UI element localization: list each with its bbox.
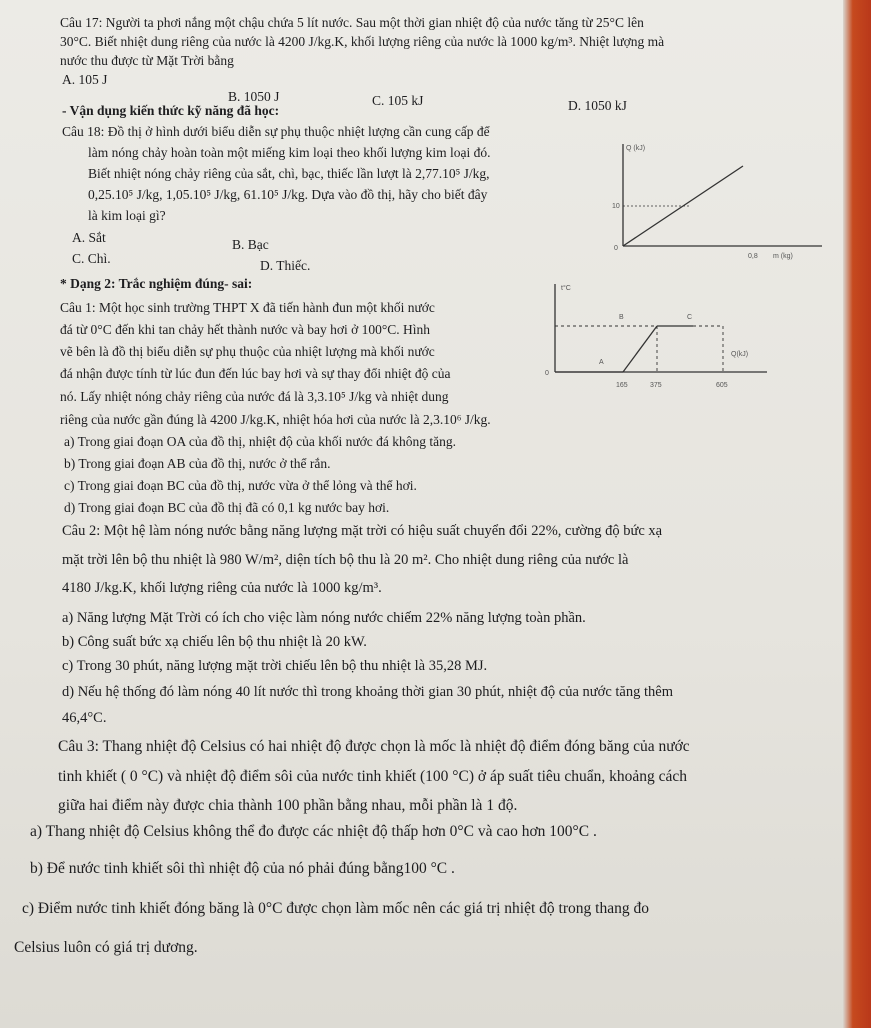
q18-y-tick: 10 — [612, 203, 620, 210]
section-true-false-heading: * Dạng 2: Trắc nghiệm đúng- sai: — [60, 276, 253, 291]
q18-line1: Câu 18: Đồ thị ở hình dưới biểu diễn sự phụ thuộc nhiệt lượng cần cung cấp để — [62, 124, 490, 139]
tf1-point-b-label: B — [619, 314, 624, 321]
tf1-y-label: t°C — [561, 285, 571, 292]
tf3-line1: Câu 3: Thang nhiệt độ Celsius có hai nhiệt độ được chọn là mốc là nhiệt độ điểm đóng băng của nước — [58, 738, 690, 755]
tf1-segment-ab — [623, 326, 657, 372]
tf2-line2: mặt trời lên bộ thu nhiệt là 980 W/m², diện tích bộ thu là 20 m². Cho nhiệt dung riêng của nước là — [62, 552, 629, 568]
q17-option-c: C. 105 kJ — [372, 93, 424, 108]
section-apply-heading: - Vận dụng kiến thức kỹ năng đã học: — [62, 103, 280, 118]
tf1-statement-c: c) Trong giai đoạn BC của đồ thị, nước vừa ở thể lỏng và thể hơi. — [64, 478, 417, 493]
tf1-statement-d: d) Trong giai đoạn BC của đồ thị đã có 0,1 kg nước bay hơi. — [64, 500, 390, 515]
tf1-temperature-heat-graph — [535, 280, 775, 398]
tf1-statement-a: a) Trong giai đoạn OA của đồ thị, nhiệt độ của khối nước đá không tăng. — [64, 434, 457, 449]
q17-line1: Câu 17: Người ta phơi nắng một chậu chứa 5 lít nước. Sau một thời gian nhiệt độ của nước tăng từ 25°C lên — [60, 15, 644, 30]
tf1-line3: vẽ bên là đồ thị biểu diễn sự phụ thuộc của nhiệt lượng mà khối nước — [60, 344, 435, 359]
tf3-statement-a: a) Thang nhiệt độ Celsius không thể đo được các nhiệt độ thấp hơn 0°C và cao hơn 100°C . — [30, 823, 597, 840]
q17-option-d: D. 1050 kJ — [568, 98, 627, 113]
q18-x-tick: 0,8 — [748, 253, 758, 260]
tf2-statement-d-line2: 46,4°C. — [62, 710, 107, 726]
q18-option-c: C. Chì. — [72, 251, 111, 266]
q18-heat-mass-graph — [590, 138, 830, 266]
q17-option-a: A. 105 J — [62, 72, 108, 87]
photo-background-edge — [843, 0, 871, 1028]
q18-line2: làm nóng chảy hoàn toàn một miếng kim loại theo khối lượng kim loại đó. — [88, 145, 491, 160]
tf1-line2: đá từ 0°C đến khi tan chảy hết thành nước và bay hơi ở 100°C. Hình — [60, 322, 431, 337]
tf2-statement-d-line1: d) Nếu hệ thống đó làm nóng 40 lít nước thì trong khoảng thời gian 30 phút, nhiệt độ của nước tăng thêm — [62, 684, 673, 700]
q18-x-label: m (kg) — [773, 253, 793, 260]
tf1-origin-label: 0 — [545, 370, 549, 377]
tf1-line5: nó. Lấy nhiệt nóng chảy riêng của nước đá là 3,3.10⁵ J/kg và nhiệt dung — [60, 389, 449, 404]
q17-line3: nước thu được từ Mặt Trời bằng — [60, 53, 234, 68]
q18-y-label: Q (kJ) — [626, 145, 646, 152]
q17-line2: 30°C. Biết nhiệt dung riêng của nước là 4200 J/kg.K, khối lượng riêng của nước là 1000 kg/m³. Nhiệt lượng mà — [60, 34, 665, 49]
q17-option-b: B. 1050 J — [228, 89, 280, 104]
tf1-line1: Câu 1: Một học sinh trường THPT X đã tiến hành đun một khối nước — [60, 300, 435, 315]
tf2-line1: Câu 2: Một hệ làm nóng nước bằng năng lượng mặt trời có hiệu suất chuyển đổi 22%, cường độ bức xạ — [62, 523, 663, 539]
tf2-statement-b: b) Công suất bức xạ chiếu lên bộ thu nhiệt là 20 kW. — [62, 634, 367, 650]
tf2-statement-a: a) Năng lượng Mặt Trời có ích cho việc làm nóng nước chiếm 22% năng lượng toàn phần. — [62, 610, 586, 626]
tf3-statement-c-line2: Celsius luôn có giá trị dương. — [14, 939, 198, 956]
tf1-line6: riêng của nước gần đúng là 4200 J/kg.K, nhiệt hóa hơi của nước là 2,3.10⁶ J/kg. — [60, 412, 491, 427]
tf1-x-tick-2: 375 — [650, 382, 662, 389]
tf3-statement-b: b) Để nước tinh khiết sôi thì nhiệt độ của nó phải đúng bằng100 °C . — [30, 860, 455, 877]
tf3-line3: giữa hai điểm này được chia thành 100 phần bằng nhau, mỗi phần là 1 độ. — [58, 797, 518, 814]
tf1-point-a-label: A — [599, 359, 604, 366]
tf2-line3: 4180 J/kg.K, khối lượng riêng của nước là 1000 kg/m³. — [62, 580, 382, 596]
tf1-point-c-label: C — [687, 314, 693, 321]
tf3-statement-c-line1: c) Điểm nước tinh khiết đóng băng là 0°C được chọn làm mốc nên các giá trị nhiệt độ trong thang đo — [22, 900, 649, 917]
tf1-line4: đá nhận được tính từ lúc đun đến lúc bay hơi và sự thay đổi nhiệt độ của — [60, 366, 451, 381]
q18-line3: Biết nhiệt nóng chảy riêng của sắt, chì, bạc, thiếc lần lượt là 2,77.10⁵ J/kg, — [88, 166, 490, 181]
q18-line5: là kim loại gì? — [88, 208, 166, 223]
q18-origin-label: 0 — [614, 245, 618, 252]
q18-option-b: B. Bạc — [232, 237, 269, 252]
tf1-x-label: Q(kJ) — [731, 351, 749, 358]
q18-line4: 0,25.10⁵ J/kg, 1,05.10⁵ J/kg, 61.10⁵ J/kg. Dựa vào đồ thị, hãy cho biết đây — [88, 187, 488, 202]
q18-option-a: A. Sắt — [72, 230, 106, 245]
q18-option-d: D. Thiếc. — [260, 258, 311, 273]
tf1-x-tick-1: 165 — [616, 382, 628, 389]
tf1-statement-b: b) Trong giai đoạn AB của đồ thị, nước ở thể rắn. — [64, 456, 331, 471]
tf1-x-tick-3: 605 — [716, 382, 728, 389]
tf3-line2: tinh khiết ( 0 °C) và nhiệt độ điểm sôi của nước tinh khiết (100 °C) ở áp suất tiêu chuẩn, khoảng cách — [58, 768, 688, 785]
tf2-statement-c: c) Trong 30 phút, năng lượng mặt trời chiếu lên bộ thu nhiệt là 35,28 MJ. — [62, 658, 488, 674]
